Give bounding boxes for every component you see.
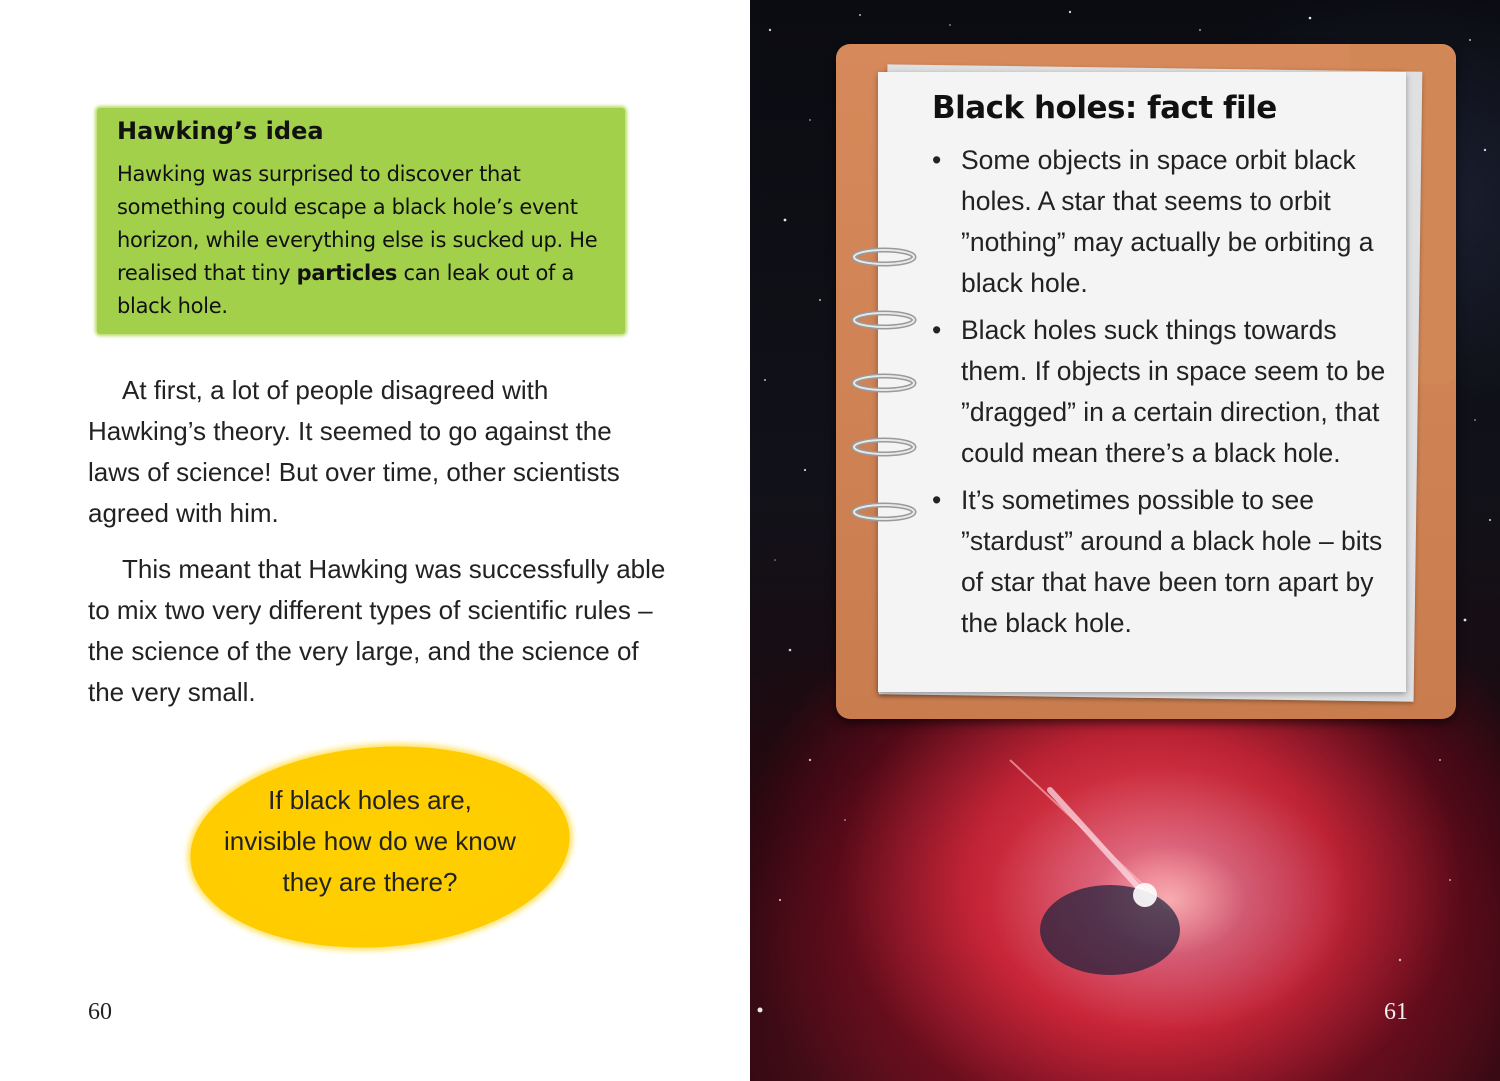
fact-item-text: Some objects in space orbit black holes. A star that seems to orbit ”nothing” may actually be orbiting a black hole. xyxy=(961,145,1374,298)
spiral-ring-icon xyxy=(850,309,918,331)
question-line-1: If black holes are, xyxy=(268,785,472,815)
fact-item xyxy=(932,140,1402,304)
right-page xyxy=(750,0,1500,1081)
info-box-text-start: Hawking was surprised to discover that something could escape a black hole’s event horizon, while everything else is sucked up. He realised that tiny xyxy=(117,162,598,285)
question-bubble-text xyxy=(190,780,550,903)
question-line-3: they are there? xyxy=(282,867,458,897)
spiral-ring-icon xyxy=(850,246,918,268)
spiral-ring-icon xyxy=(850,501,918,523)
paragraph-2-text: This meant that Hawking was successfully able to mix two very different types of scientific rules – the science of the very large, and the science of the very small. xyxy=(88,554,666,707)
page-number-right: 61 xyxy=(1384,999,1408,1025)
bullet-icon: • xyxy=(932,145,942,175)
spiral-ring-icon xyxy=(850,372,918,394)
bullet-icon: • xyxy=(932,315,942,345)
fact-item-text: It’s sometimes possible to see ”stardust” around a black hole – bits of star that have been torn apart by the black hole. xyxy=(961,485,1383,638)
page-number-left: 60 xyxy=(88,999,112,1025)
paragraph-1 xyxy=(88,370,668,534)
info-box xyxy=(97,108,625,334)
fact-item xyxy=(932,310,1402,474)
info-box-text xyxy=(117,158,612,323)
spiral-ring-icon xyxy=(850,436,918,458)
fact-item-text: Black holes suck things towards them. If objects in space seem to be ”dragged” in a certain direction, that could mean there’s a black hole. xyxy=(961,315,1386,468)
question-line-2: invisible how do we know xyxy=(224,826,516,856)
fact-file-title: Black holes: fact file xyxy=(932,90,1277,126)
info-box-text-end: can leak out of a black hole. xyxy=(117,261,575,318)
fact-item xyxy=(932,480,1402,644)
paragraph-1-text: At first, a lot of people disagreed with Hawking’s theory. It seemed to go against the laws of science! But over time, other scientists agreed with him. xyxy=(88,375,620,528)
paragraph-2 xyxy=(88,549,668,713)
info-box-title: Hawking’s idea xyxy=(117,117,324,145)
fact-list xyxy=(932,140,1402,650)
info-box-bold-term: particles xyxy=(296,261,398,285)
bullet-icon: • xyxy=(932,485,942,515)
